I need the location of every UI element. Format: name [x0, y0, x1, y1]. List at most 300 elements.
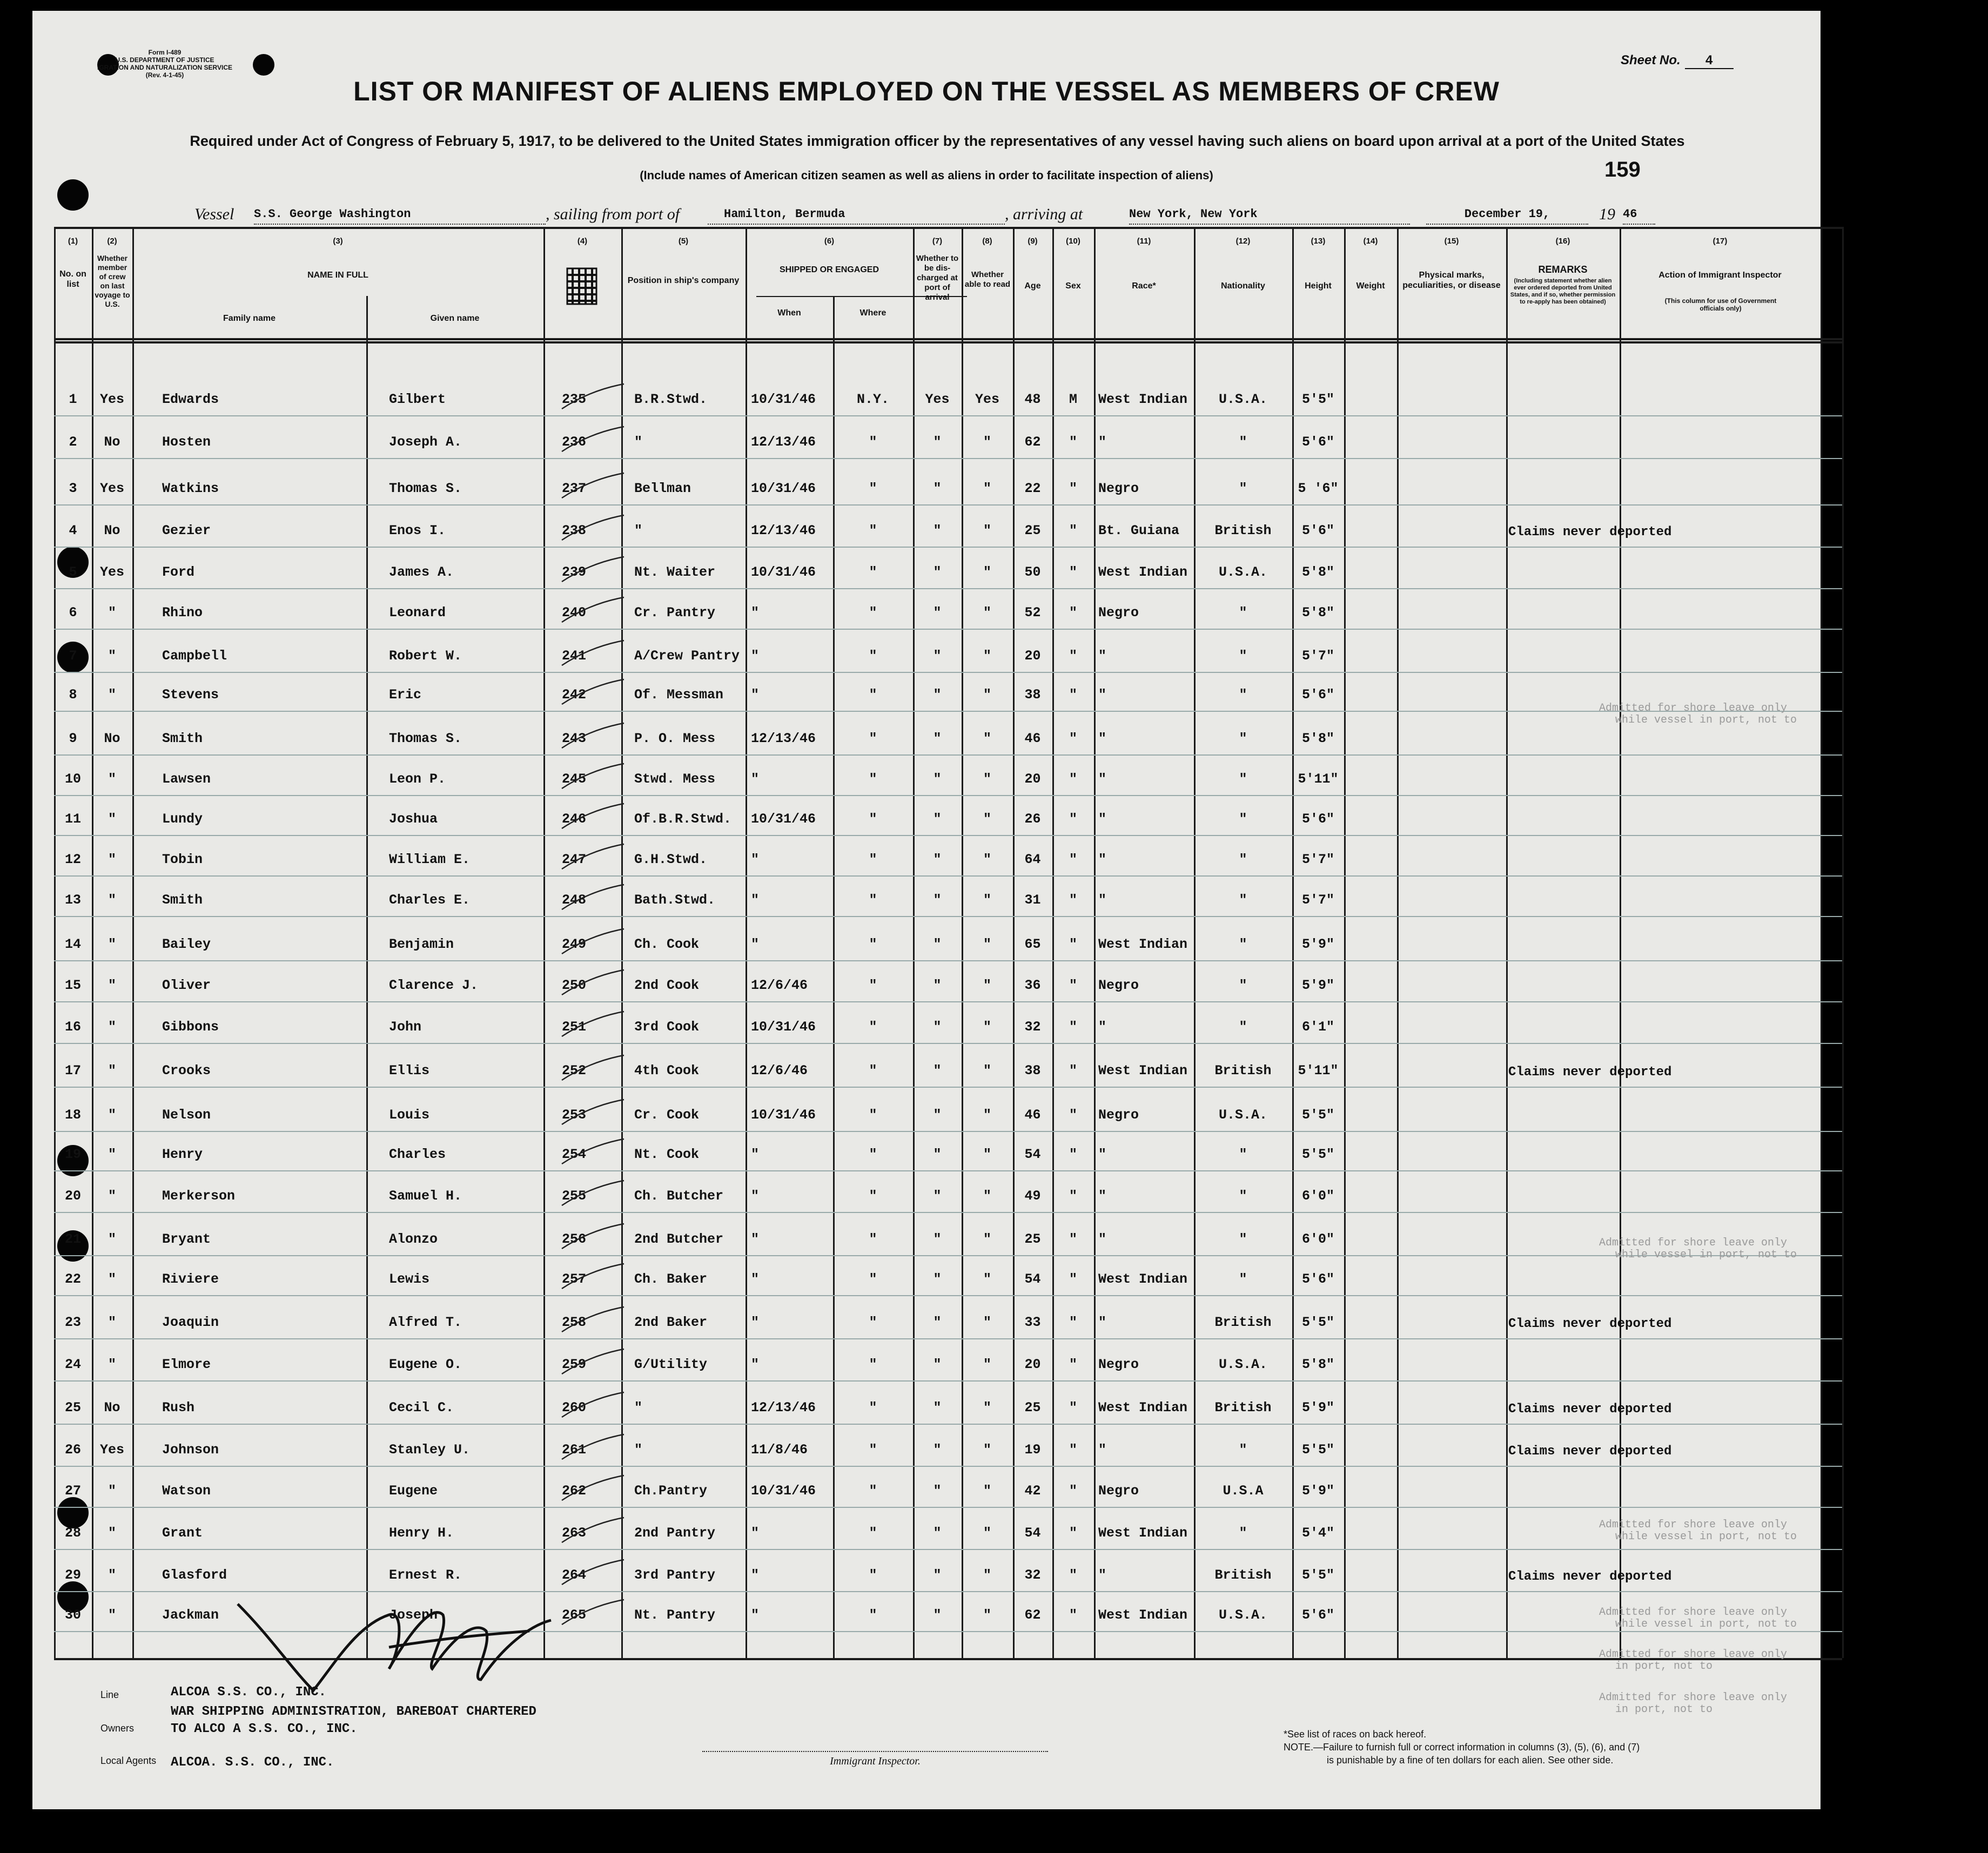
cell-position: " — [634, 1442, 643, 1458]
cell-nationality: " — [1239, 1271, 1247, 1287]
cell-member: " — [108, 1107, 116, 1123]
cell-able-to-read: " — [983, 811, 991, 827]
vessel-name: S.S. George Washington — [254, 207, 546, 225]
cell-where: " — [869, 1483, 877, 1499]
cell-given-name: Benjamin — [389, 936, 454, 952]
cell-family-name: Gezier — [162, 523, 211, 538]
cell-where: " — [869, 1315, 877, 1330]
cell-given-name: Robert W. — [389, 648, 462, 664]
header-weight: Weight — [1356, 281, 1385, 291]
header-whether-member: Whether member of crew on last voyage to U.S. — [95, 254, 130, 308]
cell-when: 10/31/46 — [751, 392, 816, 407]
cell-where: " — [869, 648, 877, 664]
cell-nationality: " — [1239, 605, 1247, 621]
check-slash-icon — [556, 1515, 632, 1548]
cell-discharged: " — [933, 1063, 942, 1079]
cell-when: " — [751, 605, 760, 621]
cell-where: " — [869, 564, 877, 580]
cell-age: 48 — [1024, 392, 1041, 407]
check-slash-icon — [556, 595, 632, 628]
row-number: 4 — [69, 523, 77, 538]
cell-height: 5'5" — [1301, 1315, 1334, 1330]
row-number: 28 — [64, 1525, 81, 1541]
cell-member: " — [108, 978, 116, 993]
cell-height: 5'6" — [1301, 811, 1334, 827]
cell-discharged: " — [933, 434, 942, 450]
cell-position: Ch. Cook — [634, 936, 700, 952]
cell-member: Yes — [99, 392, 124, 407]
cell-sex: " — [1069, 1483, 1077, 1499]
cell-number: 263 — [562, 1525, 587, 1541]
cell-when: " — [751, 936, 760, 952]
cell-family-name: Rush — [162, 1400, 195, 1416]
sailing-label: , sailing from port of — [546, 205, 680, 223]
cell-height: 5'5" — [1301, 1147, 1334, 1162]
cell-age: 36 — [1024, 978, 1041, 993]
row-number: 10 — [64, 771, 81, 787]
cell-able-to-read: Yes — [975, 392, 999, 407]
cell-when: 10/31/46 — [751, 1483, 816, 1499]
cell-position: " — [634, 434, 643, 450]
cell-race: " — [1098, 731, 1107, 746]
cell-where: " — [869, 936, 877, 952]
cell-member: Yes — [99, 1442, 124, 1458]
cell-member: Yes — [99, 564, 124, 580]
header-shipped: SHIPPED OR ENGAGED — [779, 265, 879, 274]
cell-member: " — [108, 1188, 116, 1204]
cell-nationality: " — [1239, 892, 1247, 908]
cell-sex: " — [1069, 1231, 1077, 1247]
cell-where: " — [869, 434, 877, 450]
cell-able-to-read: " — [983, 1483, 991, 1499]
row-number: 14 — [64, 936, 81, 952]
faint-stamp-line: while vessel in port, not to — [1615, 1531, 1797, 1543]
cell-member: No — [104, 523, 120, 538]
check-slash-icon — [556, 968, 632, 1000]
cell-given-name: Eugene O. — [389, 1357, 462, 1372]
check-slash-icon — [556, 1222, 632, 1254]
cell-member: " — [108, 771, 116, 787]
cell-able-to-read: " — [983, 731, 991, 746]
cell-sex: " — [1069, 1567, 1077, 1583]
cell-able-to-read: " — [983, 523, 991, 538]
header-action: Action of Immigrant Inspector — [1658, 271, 1782, 280]
cell-race: " — [1098, 1147, 1107, 1162]
inclusion-note: (Include names of American citizen seamen as well as aliens in order to facilitate inspection of aliens) — [640, 169, 1213, 182]
cell-remark: Claims never deported — [1508, 1065, 1672, 1080]
row-number: 20 — [64, 1188, 81, 1204]
cell-member: No — [104, 1400, 120, 1416]
cell-race: " — [1098, 1188, 1107, 1204]
cell-discharged: " — [933, 936, 942, 952]
cell-family-name: Gibbons — [162, 1019, 219, 1035]
cell-family-name: Hosten — [162, 434, 211, 450]
cell-when: " — [751, 1357, 760, 1372]
cell-family-name: Lawsen — [162, 771, 211, 787]
cell-able-to-read: " — [983, 1231, 991, 1247]
cell-height: 5'6" — [1301, 687, 1334, 703]
cell-race: West Indian — [1098, 1607, 1188, 1623]
cell-sex: " — [1069, 1063, 1077, 1079]
cell-nationality: " — [1239, 481, 1247, 496]
cell-sex: " — [1069, 1607, 1077, 1623]
header-age: Age — [1024, 281, 1041, 291]
cell-given-name: Henry H. — [389, 1525, 454, 1541]
cell-race: " — [1098, 852, 1107, 867]
cell-sex: " — [1069, 1019, 1077, 1035]
header-discharged: Whether to be dis-charged at port of arrival — [916, 254, 959, 302]
cell-remark: Claims never deported — [1508, 1317, 1672, 1331]
cell-number: 237 — [562, 481, 587, 496]
cell-sex: " — [1069, 936, 1077, 952]
race-note: *See list of races on back hereof. — [1284, 1729, 1427, 1740]
cell-discharged: " — [933, 1107, 942, 1123]
cell-given-name: Leonard — [389, 605, 446, 621]
cell-height: 5'9" — [1301, 936, 1334, 952]
cell-able-to-read: " — [983, 1357, 991, 1372]
cell-discharged: " — [933, 1357, 942, 1372]
cell-race: West Indian — [1098, 1400, 1188, 1416]
cell-position: Stwd. Mess — [634, 771, 716, 787]
faint-stamp-line: while vessel in port, not to — [1615, 714, 1797, 726]
cell-where: " — [869, 1400, 877, 1416]
cell-when: 12/13/46 — [751, 434, 816, 450]
cell-family-name: Crooks — [162, 1063, 211, 1079]
cell-nationality: " — [1239, 1147, 1247, 1162]
cell-height: 5'5" — [1301, 392, 1334, 407]
col-num: (12) — [1235, 237, 1251, 246]
cell-when: 12/13/46 — [751, 731, 816, 746]
faint-stamp-line: while vessel in port, not to — [1615, 1249, 1797, 1261]
row-number: 22 — [64, 1271, 81, 1287]
header-action-sub: (This column for use of Government officials only) — [1664, 297, 1777, 312]
cell-number: 242 — [562, 687, 587, 703]
cell-race: West Indian — [1098, 392, 1188, 407]
cell-family-name: Rhino — [162, 605, 203, 621]
cell-position: Bellman — [634, 481, 691, 496]
owners-value-1: WAR SHIPPING ADMINISTRATION, BAREBOAT CHARTERED — [171, 1704, 536, 1719]
cell-height: 5'6" — [1301, 523, 1334, 538]
cell-nationality: " — [1239, 731, 1247, 746]
check-slash-icon — [556, 1305, 632, 1337]
col-num: (8) — [982, 237, 992, 246]
faint-stamp-line: Admitted for shore leave only — [1599, 1606, 1788, 1619]
check-slash-icon — [556, 382, 632, 414]
cell-given-name: Charles — [389, 1147, 446, 1162]
cell-discharged: " — [933, 731, 942, 746]
cell-position: P. O. Mess — [634, 731, 716, 746]
check-slash-icon — [556, 1009, 632, 1042]
cell-member: " — [108, 1483, 116, 1499]
cell-number: 261 — [562, 1442, 587, 1458]
department: U.S. DEPARTMENT OF JUSTICE — [115, 56, 214, 64]
check-slash-icon — [556, 1178, 632, 1211]
cell-member: " — [108, 852, 116, 867]
inspector-label: Immigrant Inspector. — [830, 1755, 921, 1767]
col-num: (13) — [1311, 237, 1326, 246]
check-slash-icon — [556, 1390, 632, 1423]
cell-height: 5'9" — [1301, 1400, 1334, 1416]
owners-value-2: TO ALCO A S.S. CO., INC. — [171, 1722, 358, 1736]
cell-nationality: " — [1239, 978, 1247, 993]
cell-height: 5 '6" — [1298, 481, 1339, 496]
cell-when: " — [751, 687, 760, 703]
cell-age: 50 — [1024, 564, 1041, 580]
cell-nationality: U.S.A. — [1218, 564, 1267, 580]
cell-number: 243 — [562, 731, 587, 746]
cell-nationality: U.S.A — [1223, 1483, 1264, 1499]
cell-able-to-read: " — [983, 1442, 991, 1458]
cell-family-name: Smith — [162, 892, 203, 908]
year-prefix: 19 — [1599, 205, 1615, 223]
agents-label: Local Agents — [100, 1755, 157, 1766]
cell-age: 25 — [1024, 1231, 1041, 1247]
check-slash-icon — [556, 555, 632, 587]
cell-where: " — [869, 1147, 877, 1162]
arriving-label: , arriving at — [1005, 205, 1083, 223]
cell-number: 257 — [562, 1271, 587, 1287]
header-where: Where — [859, 308, 886, 318]
punch-hole — [253, 54, 274, 76]
cell-able-to-read: " — [983, 605, 991, 621]
cell-given-name: Clarence J. — [389, 978, 479, 993]
cell-number: 245 — [562, 771, 587, 787]
cell-family-name: Johnson — [162, 1442, 219, 1458]
cell-when: 11/8/46 — [751, 1442, 808, 1458]
cell-family-name: Elmore — [162, 1357, 211, 1372]
cell-family-name: Merkerson — [162, 1188, 236, 1204]
cell-when: " — [751, 771, 760, 787]
col-num: (9) — [1027, 237, 1038, 246]
cell-position: 2nd Butcher — [634, 1231, 724, 1247]
cell-age: 32 — [1024, 1567, 1041, 1583]
cell-sex: " — [1069, 481, 1077, 496]
vessel-info — [194, 205, 1712, 227]
cell-able-to-read: " — [983, 978, 991, 993]
row-number: 16 — [64, 1019, 81, 1035]
cell-able-to-read: " — [983, 1019, 991, 1035]
header-race: Race* — [1132, 281, 1156, 291]
cell-height: 5'8" — [1301, 731, 1334, 746]
row-number: 15 — [64, 978, 81, 993]
cell-given-name: Enos I. — [389, 523, 446, 538]
cell-discharged: " — [933, 1315, 942, 1330]
header-no-on-list: No. on list — [59, 269, 86, 289]
cell-position: Ch. Baker — [634, 1271, 708, 1287]
cell-family-name: Tobin — [162, 852, 203, 867]
cell-nationality: U.S.A. — [1218, 1607, 1267, 1623]
cell-age: 49 — [1024, 1188, 1041, 1204]
cell-sex: " — [1069, 523, 1077, 538]
cell-discharged: " — [933, 1271, 942, 1287]
cell-discharged: " — [933, 605, 942, 621]
check-slash-icon — [556, 1432, 632, 1465]
cell-able-to-read: " — [983, 481, 991, 496]
cell-where: " — [869, 481, 877, 496]
col-num: (15) — [1444, 237, 1459, 246]
cell-able-to-read: " — [983, 892, 991, 908]
cell-height: 5'4" — [1301, 1525, 1334, 1541]
cell-discharged: " — [933, 523, 942, 538]
cell-nationality: British — [1214, 523, 1272, 538]
arrival-year: 46 — [1623, 207, 1655, 225]
cell-sex: " — [1069, 434, 1077, 450]
cell-number: 248 — [562, 892, 587, 908]
check-slash-icon — [556, 1473, 632, 1506]
row-number: 27 — [64, 1483, 81, 1499]
row-number: 17 — [64, 1063, 81, 1079]
cell-given-name: Leon P. — [389, 771, 446, 787]
cell-family-name: Bailey — [162, 936, 211, 952]
cell-discharged: " — [933, 648, 942, 664]
cell-nationality: " — [1239, 852, 1247, 867]
cell-able-to-read: " — [983, 1271, 991, 1287]
cell-member: No — [104, 731, 120, 746]
cell-discharged: " — [933, 1607, 942, 1623]
form-number: Form I-489 — [148, 49, 182, 56]
row-number: 3 — [69, 481, 77, 496]
faint-stamp-line: Admitted for shore leave only — [1599, 702, 1788, 715]
cell-number: 260 — [562, 1400, 587, 1416]
cell-position: 2nd Baker — [634, 1315, 708, 1330]
cell-race: " — [1098, 434, 1107, 450]
col-num: (10) — [1066, 237, 1080, 246]
cell-nationality: U.S.A. — [1218, 392, 1267, 407]
cell-height: 5'5" — [1301, 1107, 1334, 1123]
cell-number: 250 — [562, 978, 587, 993]
col-num: (7) — [932, 237, 943, 246]
sheet-number — [1621, 53, 1734, 69]
check-slash-icon — [556, 721, 632, 753]
check-slash-icon — [556, 1347, 632, 1379]
cell-given-name: William E. — [389, 852, 471, 867]
header-remarks-sub: (Including statement whether alien ever ordered deported from United States, and if so, whether permission to re-apply has been obtained) — [1510, 278, 1616, 305]
cell-able-to-read: " — [983, 1107, 991, 1123]
faint-stamp-line: Admitted for shore leave only — [1599, 1237, 1788, 1249]
form-info — [97, 49, 232, 79]
cell-able-to-read: " — [983, 936, 991, 952]
header-remarks: REMARKS — [1538, 264, 1588, 275]
cell-given-name: Joseph A. — [389, 434, 462, 450]
cell-race: Negro — [1098, 1357, 1139, 1372]
cell-nationality: British — [1214, 1063, 1272, 1079]
subtitle: Required under Act of Congress of February 5, 1917, to be delivered to the United States immigration officer by the representatives of any vessel having such aliens on board upon arrival at a port of the United States — [190, 133, 1685, 149]
cell-given-name: Eric — [389, 687, 422, 703]
faint-stamp-line: while vessel in port, not to — [1615, 1618, 1797, 1630]
cell-height: 5'7" — [1301, 892, 1334, 908]
row-number: 5 — [69, 564, 77, 580]
cell-height: 5'5" — [1301, 1567, 1334, 1583]
cell-given-name: Joseph — [389, 1607, 438, 1623]
cell-number: 238 — [562, 523, 587, 538]
cell-given-name: Louis — [389, 1107, 430, 1123]
cell-able-to-read: " — [983, 1147, 991, 1162]
cell-given-name: Ernest R. — [389, 1567, 462, 1583]
cell-height: 5'9" — [1301, 1483, 1334, 1499]
cell-sex: M — [1069, 392, 1077, 407]
cell-race: " — [1098, 687, 1107, 703]
cell-member: " — [108, 687, 116, 703]
cell-position: Nt. Pantry — [634, 1607, 716, 1623]
col-num: (11) — [1137, 237, 1151, 246]
row-number: 21 — [64, 1231, 81, 1247]
faint-stamp-line: Admitted for shore leave only — [1599, 1692, 1788, 1704]
cell-where: " — [869, 852, 877, 867]
check-slash-icon — [556, 1053, 632, 1086]
cell-nationality: U.S.A. — [1218, 1357, 1267, 1372]
cell-nationality: British — [1214, 1315, 1272, 1330]
row-number: 7 — [69, 648, 77, 664]
cell-nationality: " — [1239, 648, 1247, 664]
col-num: (1) — [68, 237, 78, 246]
cell-number: 249 — [562, 936, 587, 952]
header-sex: Sex — [1065, 281, 1081, 291]
cell-age: 62 — [1024, 434, 1041, 450]
cell-nationality: U.S.A. — [1218, 1107, 1267, 1123]
header-given-name: Given name — [430, 314, 480, 323]
cell-sex: " — [1069, 564, 1077, 580]
check-slash-icon — [556, 638, 632, 671]
cell-number: 247 — [562, 852, 587, 867]
cell-race: West Indian — [1098, 936, 1188, 952]
cell-race: Negro — [1098, 605, 1139, 621]
cell-given-name: John — [389, 1019, 422, 1035]
cell-given-name: Cecil C. — [389, 1400, 454, 1416]
cell-position: G.H.Stwd. — [634, 852, 708, 867]
header-name-in-full: NAME IN FULL — [307, 271, 368, 280]
cell-discharged: " — [933, 811, 942, 827]
cell-member: " — [108, 1315, 116, 1330]
cell-when: 12/6/46 — [751, 1063, 808, 1079]
row-number: 9 — [69, 731, 77, 746]
header-when: When — [777, 308, 801, 318]
cell-number: 253 — [562, 1107, 587, 1123]
cell-given-name: James A. — [389, 564, 454, 580]
row-number: 24 — [64, 1357, 81, 1372]
cell-member: " — [108, 1357, 116, 1372]
cell-when: " — [751, 1147, 760, 1162]
check-slash-icon — [556, 882, 632, 915]
arriving-port: New York, New York — [1129, 207, 1410, 225]
row-number: 25 — [64, 1400, 81, 1416]
cell-when: " — [751, 1315, 760, 1330]
cell-family-name: Nelson — [162, 1107, 211, 1123]
cell-discharged: " — [933, 1567, 942, 1583]
cell-height: 5'8" — [1301, 564, 1334, 580]
cell-family-name: Watson — [162, 1483, 211, 1499]
cell-given-name: Thomas S. — [389, 731, 462, 746]
cell-age: 20 — [1024, 771, 1041, 787]
cell-height: 5'6" — [1301, 434, 1334, 450]
cell-discharged: " — [933, 1231, 942, 1247]
cell-when: " — [751, 852, 760, 867]
cell-nationality: " — [1239, 771, 1247, 787]
cell-family-name: Campbell — [162, 648, 227, 664]
cell-when: " — [751, 892, 760, 908]
cell-where: " — [869, 1442, 877, 1458]
cell-family-name: Riviere — [162, 1271, 219, 1287]
cell-number: 265 — [562, 1607, 587, 1623]
cell-race: " — [1098, 892, 1107, 908]
faint-stamp-line: Admitted for shore leave only — [1599, 1519, 1788, 1531]
cell-sex: " — [1069, 648, 1077, 664]
cell-member: " — [108, 1063, 116, 1079]
row-number: 29 — [64, 1567, 81, 1583]
cell-race: West Indian — [1098, 564, 1188, 580]
cell-number: 251 — [562, 1019, 587, 1035]
cell-sex: " — [1069, 978, 1077, 993]
cell-age: 42 — [1024, 1483, 1041, 1499]
